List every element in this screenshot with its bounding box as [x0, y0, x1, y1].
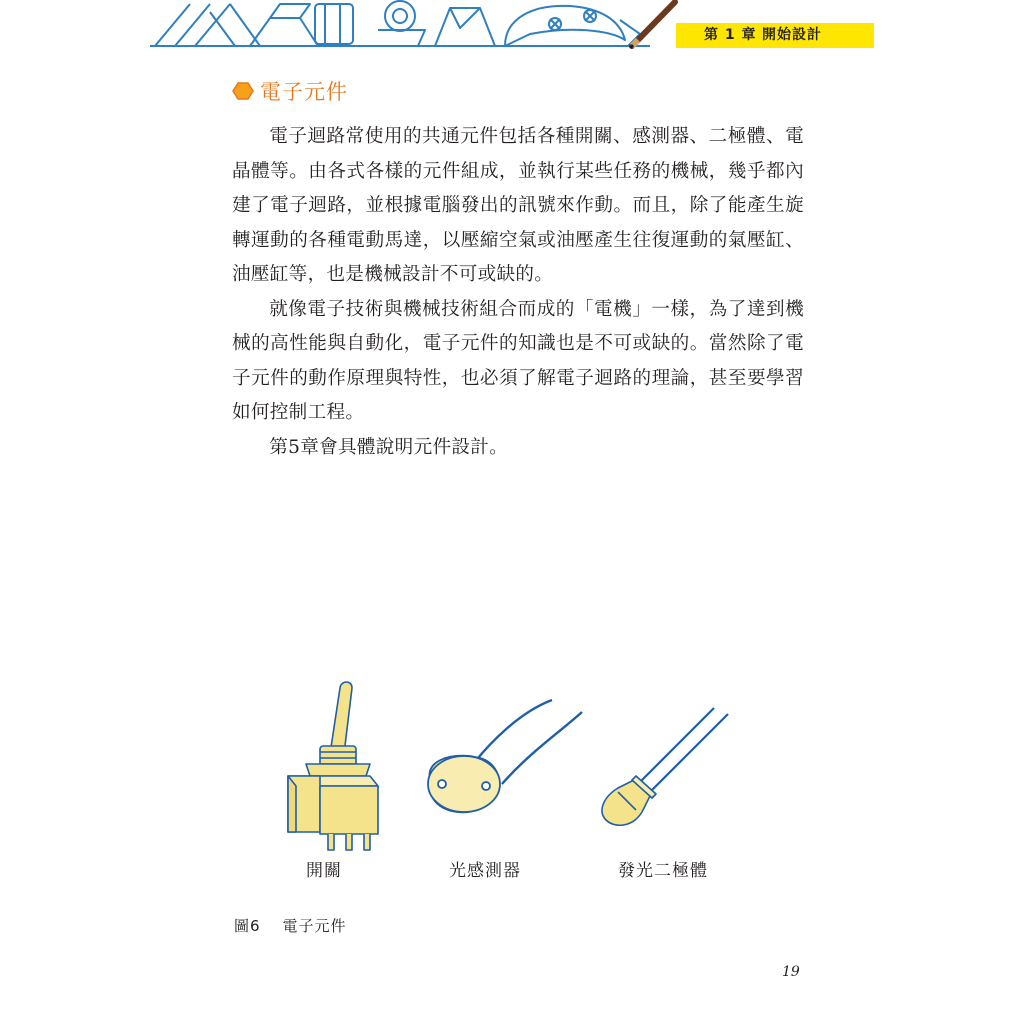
- section-title: 電子元件: [260, 80, 348, 104]
- paragraph-1: 電子迴路常使用的共通元件包括各種開關、感測器、二極體、電晶體等。由各式各樣的元件組成，並執行某些任務的機械，幾乎都內建了電子迴路，並根據電腦發出的訊號來作動。而且，除了能產生旋轉運動的各種電動馬達，以壓縮空氣或油壓產生往復運動的氣壓缸、油壓缸等，也是機械設計不可或缺的。: [232, 126, 804, 285]
- photo-sensor-label: 光感測器: [449, 861, 521, 881]
- pencil-icon: [630, 2, 675, 48]
- led-illustration: [602, 708, 728, 825]
- led-label: 發光二極體: [618, 861, 708, 881]
- page-number: 19: [782, 964, 800, 980]
- caption-number: 圖6: [234, 917, 261, 935]
- figure-caption: [234, 915, 347, 936]
- switch-label: 開關: [306, 861, 342, 881]
- toggle-switch-illustration: [288, 682, 378, 850]
- body-text: [232, 120, 804, 465]
- electronic-components-figure: [270, 672, 770, 852]
- chapter-number: 第 1 章: [704, 27, 757, 43]
- paragraph-2: 就像電子技術與機械技術組合而成的「電機」一樣，為了達到機械的高性能與自動化，電子元件的知識也是不可或缺的。當然除了電子元件的動作原理與特性，也必須了解電子迴路的理論，甚至要學習如何控制工程。: [232, 298, 804, 423]
- header-illustration: [150, 0, 690, 52]
- section-heading: [232, 76, 348, 106]
- caption-title: 電子元件: [282, 917, 347, 935]
- paragraph-3: 第5章會具體說明元件設計。: [269, 436, 509, 458]
- hexagon-bullet-icon: [232, 81, 254, 101]
- chapter-title: 開始設計: [762, 27, 822, 43]
- photo-sensor-illustration: [428, 700, 582, 812]
- chapter-tab: [676, 23, 874, 48]
